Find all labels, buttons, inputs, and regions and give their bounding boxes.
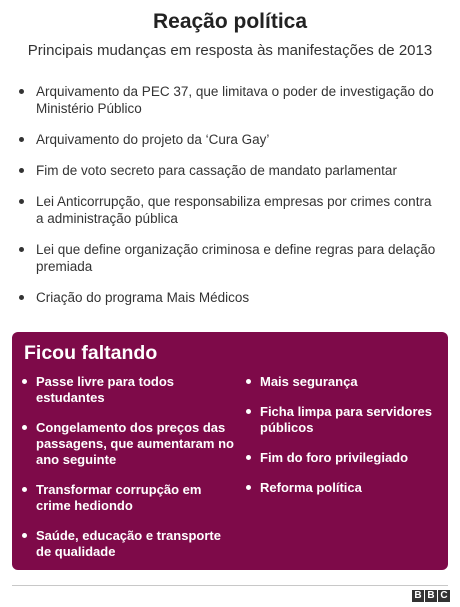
list-item	[0, 289, 460, 306]
missing-text: Transformar corrupção em crime hediondo	[36, 482, 202, 513]
bullet-icon	[22, 487, 27, 492]
bullet-icon	[19, 199, 24, 204]
bbc-logo	[412, 590, 450, 602]
list-item	[12, 420, 238, 468]
list-item	[12, 374, 238, 406]
list-item	[0, 193, 460, 227]
bullet-icon	[246, 455, 251, 460]
footer-divider	[12, 585, 448, 586]
list-item	[0, 162, 460, 179]
bullet-icon	[246, 379, 251, 384]
bullet-icon	[22, 379, 27, 384]
bbc-logo-letter: B	[425, 590, 437, 602]
bullet-icon	[19, 295, 24, 300]
missing-box-title: Ficou faltando	[24, 342, 158, 364]
list-item	[236, 374, 444, 390]
missing-text: Ficha limpa para servidores públicos	[260, 404, 432, 435]
missing-box	[12, 332, 448, 570]
bullet-icon	[22, 425, 27, 430]
missing-text: Fim do foro privilegiado	[260, 450, 409, 465]
list-item	[0, 83, 460, 117]
page-subtitle: Principais mudanças em resposta às manifestações de 2013	[27, 42, 433, 59]
list-item	[12, 528, 238, 560]
list-item	[236, 404, 444, 436]
change-text: Lei Anticorrupção, que responsabiliza empresas por crimes contra a administração pública	[36, 194, 432, 226]
bullet-icon	[19, 137, 24, 142]
bbc-logo-letter: B	[412, 590, 424, 602]
bullet-icon	[246, 485, 251, 490]
change-text: Arquivamento da PEC 37, que limitava o poder de investigação do Ministério Público	[36, 84, 434, 116]
missing-text: Congelamento dos preços das passagens, que aumentaram no ano seguinte	[36, 420, 234, 467]
missing-text: Reforma política	[260, 480, 362, 495]
missing-text: Mais segurança	[260, 374, 358, 389]
missing-list-right	[236, 374, 444, 510]
bullet-icon	[22, 533, 27, 538]
list-item	[0, 131, 460, 148]
bbc-logo-letter: C	[438, 590, 450, 602]
bullet-icon	[246, 409, 251, 414]
change-text: Arquivamento do projeto da ‘Cura Gay’	[36, 132, 270, 147]
list-item	[0, 241, 460, 275]
missing-text: Passe livre para todos estudantes	[36, 374, 175, 405]
changes-list	[0, 83, 460, 320]
missing-text: Saúde, educação e transporte de qualidade	[36, 528, 221, 559]
page-title: Reação política	[152, 10, 308, 33]
bullet-icon	[19, 89, 24, 94]
change-text: Criação do programa Mais Médicos	[36, 290, 250, 305]
change-text: Fim de voto secreto para cassação de mandato parlamentar	[36, 163, 397, 178]
change-text: Lei que define organização criminosa e define regras para delação premiada	[36, 242, 436, 274]
list-item	[236, 480, 444, 496]
bullet-icon	[19, 247, 24, 252]
list-item	[236, 450, 444, 466]
bullet-icon	[19, 168, 24, 173]
missing-list-left	[12, 374, 238, 574]
list-item	[12, 482, 238, 514]
